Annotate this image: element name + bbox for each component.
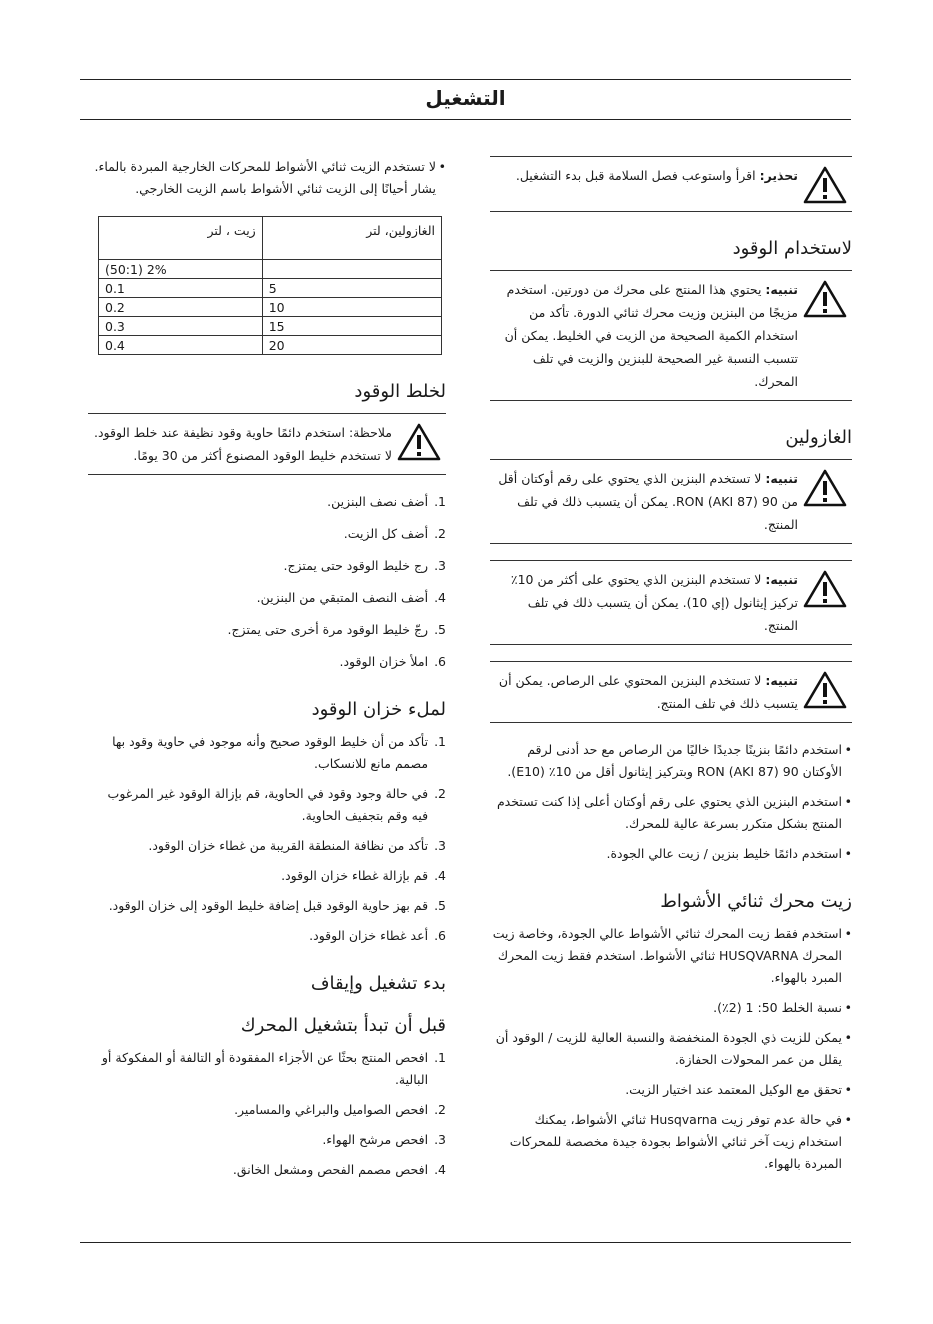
step-text: افحص مرشح الهواء. [322,1132,429,1147]
list-item: • استخدم فقط زيت المحرك ثنائي الأشواط عالي الجودة، وخاصة زيت المحرك HUSQVARNA ثنائي الأشواط. استخدم فقط زيت المحرك المبرد بالهواء. [490,923,852,989]
list-item: • تحقق مع الوكيل المعتمد عند اختيار الزيت. [490,1079,852,1101]
list-item: .1 تأكد من أن خليط الوقود صحيح وأنه موجود في حاوية وقود بها مصمم مانع للانسكاب. [88,731,446,775]
step-text: افحص الصواميل والبراغي والمسامير. [234,1102,429,1117]
warning-safety [490,156,852,212]
table-cell: 0.4 [99,336,263,355]
list-item: .3 افحص مرشح الهواء. [88,1129,446,1151]
table-cell: 15 [262,317,441,336]
warning-triangle-icon [798,164,852,204]
step-text: املأ خزان الوقود. [339,654,429,669]
table-row [99,279,442,298]
step-text: افحص مصمم الفحص ومشعل الخانق. [232,1162,429,1177]
list-item: • استخدم دائمًا خليط بنزين / زيت عالي الجودة. [490,843,852,865]
list-item: .4 افحص مصمم الفحص ومشعل الخانق. [88,1159,446,1181]
notice-lead [490,661,852,723]
table-row [99,336,442,355]
list-item: .5 رجّ خليط الوقود مرة أخرى حتى يمتزج. [88,619,446,641]
start-stop-heading: بدء تشغيل وإيقاف [310,973,446,994]
notice-octane [490,459,852,544]
warning-triangle-icon [798,669,852,715]
fill-heading: لملء خزان الوقود [311,699,446,720]
step-text: في حالة وجود وقود في الحاوية، قم بإزالة الوقود غير المرغوب فيه وقم بتجفيف الحاوية. [107,786,429,823]
list-item: • استخدم دائمًا بنزينًا جديدًا خاليًا من الرصاص مع حد أدنى لرقم الأوكتان 90 (87 AKI) RON وبتركيز إيثانول أقل من 10٪ (E10). [490,739,852,783]
mixing-heading: لخلط الوقود [354,381,446,402]
step-text: افحص المنتج بحثًا عن الأجزاء المفقودة أو التالفة أو المفكوكة أو البالية. [101,1050,429,1087]
mixing-table [98,216,442,355]
step-text: قم بهز حاوية الوقود قبل إضافة خليط الوقود إلى خزان الوقود. [108,898,429,913]
mixing-note [88,413,446,475]
left-column [88,150,446,1181]
mixing-steps [88,491,446,673]
list-item: .3 تأكد من نظافة المنطقة القريبة من غطاء خزان الوقود. [88,835,446,857]
note-text: ملاحظة: استخدم دائمًا حاوية وقود نظيفة عند خلط الوقود. لا تستخدم خليط الوقود المصنوع أكثر من 30 يومًا. [93,425,392,463]
step-text: تأكد من أن خليط الوقود صحيح وأنه موجود في حاوية وقود بها مصمم مانع للانسكاب. [112,734,429,771]
list-item: • في حالة عدم توفر زيت Husqvarna ثنائي الأشواط، يمكنك استخدام زيت آخر ثنائي الأشواط بجودة جيدة مخصصة للمحركات المبردة بالهواء. [490,1109,852,1175]
table-header: زيت ، لتر [99,217,263,260]
table-header: الغازولين، لتر [262,217,441,260]
list-item: .1 افحص المنتج بحثًا عن الأجزاء المفقودة أو التالفة أو المفكوكة أو البالية. [88,1047,446,1091]
table-row [99,298,442,317]
step-text: أضف كل الزيت. [343,526,429,541]
table-header-row [99,217,442,260]
list-item: .1 أضف نصف البنزين. [88,491,446,513]
notice-label: تنبيه: [765,282,798,297]
title-rule [80,119,851,120]
table-cell: 5 [262,279,441,298]
oil-heading: زيت محرك ثنائي الأشواط [660,891,852,912]
notice-label: تنبيه: [765,471,798,486]
table-cell: 0.3 [99,317,263,336]
table-cell: 0.1 [99,279,263,298]
notice-label: تنبيه: [765,572,798,587]
table-cell: 10 [262,298,441,317]
step-text: أعد غطاء خزان الوقود. [309,928,429,943]
list-item: • استخدم البنزين الذي يحتوي على رقم أوكتان أعلى إذا كنت تستخدم المنتج بشكل متكرر بسرعة عالية للمحرك. [490,791,852,835]
list-item: .4 أضف النصف المتبقي من البنزين. [88,587,446,609]
notice-text: لا تستخدم البنزين الذي يحتوي على رقم أوكتان أقل من 90 (87 AKI) RON. يمكن أن يتسبب ذلك في تلف المنتج. [498,471,798,532]
warning-text: اقرأ واستوعب فصل السلامة قبل بدء التشغيل. [515,168,760,183]
warning-triangle-icon [798,467,852,536]
step-text: رجّ خليط الوقود مرة أخرى حتى يمتزج. [227,622,429,637]
step-text: رج خليط الوقود حتى يمتزج. [283,558,429,573]
table-row [99,260,442,279]
warning-label: تحذير: [759,168,798,183]
step-text: أضف النصف المتبقي من البنزين. [256,590,429,605]
table-cell: 20 [262,336,441,355]
right-column [490,150,852,1175]
gasoline-bullets [490,739,852,865]
table-cell [262,260,441,279]
before-start-heading: قبل أن تبدأ بتشغيل المحرك [240,1015,446,1036]
gasoline-heading: الغازولين [785,427,852,448]
notice-ethanol [490,560,852,645]
table-cell: 2% (50:1) [99,260,263,279]
bottom-rule [80,1242,851,1243]
top-rule [80,79,851,80]
list-item: .6 أعد غطاء خزان الوقود. [88,925,446,947]
top-bullets [88,156,446,200]
list-item: .5 قم بهز حاوية الوقود قبل إضافة خليط الوقود إلى خزان الوقود. [88,895,446,917]
warning-triangle-icon [798,568,852,637]
oil-bullets [490,923,852,1175]
list-item: .6 املأ خزان الوقود. [88,651,446,673]
page-title: التشغيل [425,86,506,110]
list-item: .3 رج خليط الوقود حتى يمتزج. [88,555,446,577]
notice-text: لا تستخدم البنزين المحتوي على الرصاص. يمكن أن يتسبب ذلك في تلف المنتج. [498,673,798,711]
list-item: .2 في حالة وجود وقود في الحاوية، قم بإزالة الوقود غير المرغوب فيه وقم بتجفيف الحاوية. [88,783,446,827]
list-item: • يمكن للزيت ذي الجودة المنخفضة والنسبة العالية للزيت / الوقود أن يقلل من عمر المحولات الحفازة. [490,1027,852,1071]
notice-text: لا تستخدم البنزين الذي يحتوي على أكثر من 10٪ تركيز إيثانول (إي 10). يمكن أن يتسبب ذلك في تلف المنتج. [510,572,798,633]
list-item: • نسبة الخلط 50: 1 (2٪). [490,997,852,1019]
list-item: .4 قم بإزالة غطاء خزان الوقود. [88,865,446,887]
list-item: .2 أضف كل الزيت. [88,523,446,545]
list-item: • لا تستخدم الزيت ثنائي الأشواط للمحركات الخارجية المبردة بالماء. يشار أحيانًا إلى الزيت ثنائي الأشواط باسم الزيت الخارجي. [88,156,446,200]
step-text: تأكد من نظافة المنطقة القريبة من غطاء خزان الوقود. [148,838,429,853]
warning-triangle-icon [798,278,852,393]
step-text: أضف نصف البنزين. [327,494,429,509]
list-item: .2 افحص الصواميل والبراغي والمسامير. [88,1099,446,1121]
before-steps [88,1047,446,1181]
notice-fuel-mix [490,270,852,401]
notice-label: تنبيه: [765,673,798,688]
warning-triangle-icon [392,421,446,467]
step-text: قم بإزالة غطاء خزان الوقود. [281,868,429,883]
table-cell: 0.2 [99,298,263,317]
notice-text: يحتوي هذا المنتج على محرك من دورتين. استخدم مزيجًا من البنزين وزيت محرك ثنائي الدورة. تأكد من استخدام الكمية الصحيحة من الزيت في الخليط. يمكن أن تتسبب النسبة غير الصحيحة للبنزين والزيت في تلف المحرك. [504,282,798,389]
fill-steps [88,731,446,947]
table-row [99,317,442,336]
fuel-heading: لاستخدام الوقود [732,238,852,259]
